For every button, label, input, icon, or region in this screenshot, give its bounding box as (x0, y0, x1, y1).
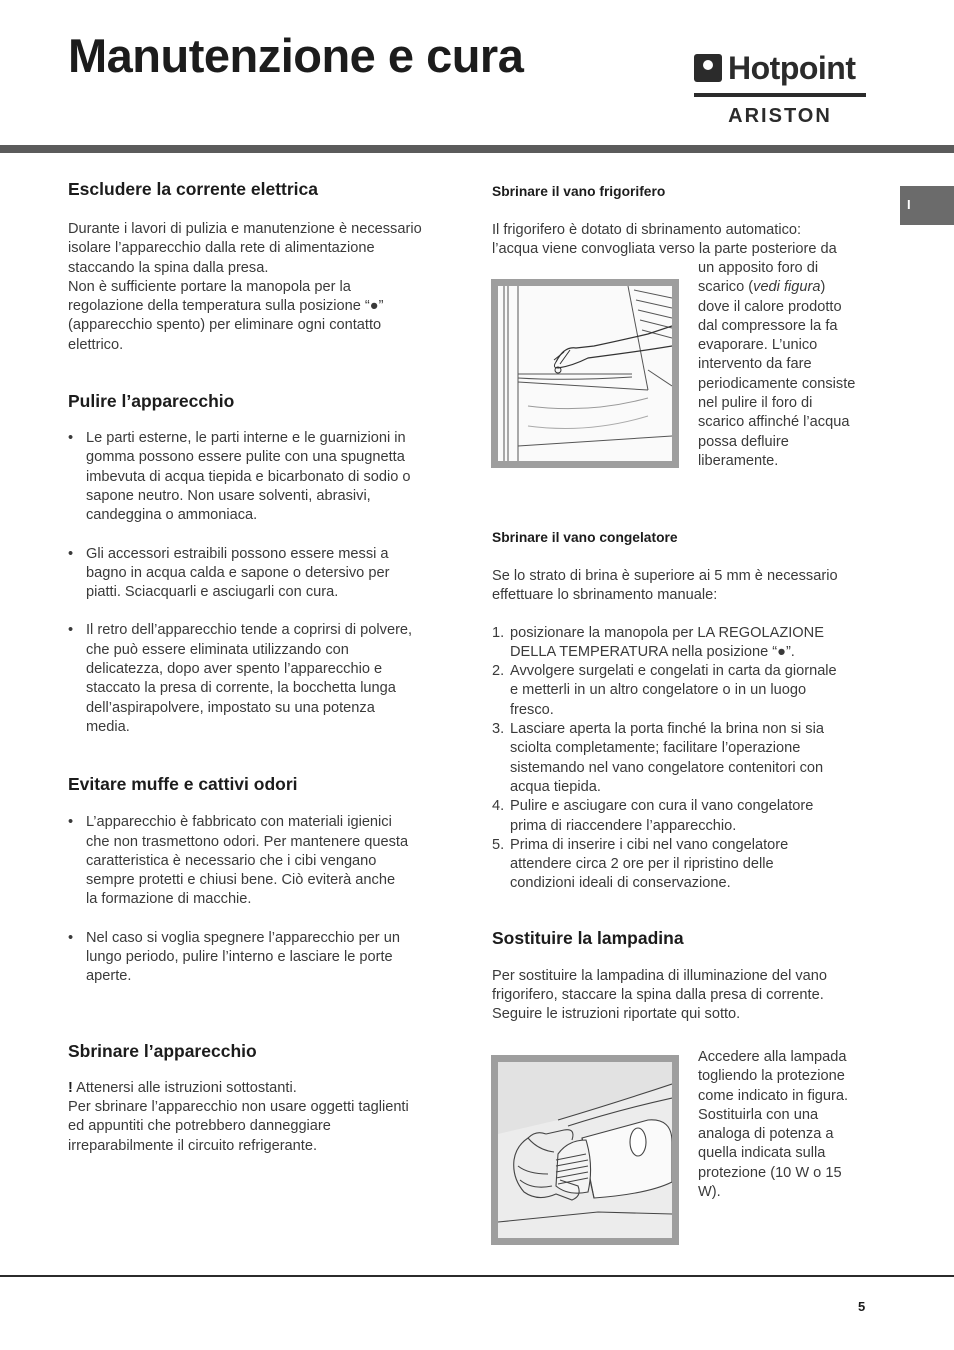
fridge-drain-drawing (498, 286, 672, 461)
text-line (698, 278, 878, 297)
step-number: 2. (492, 663, 505, 680)
fridge-drain-illustration (491, 279, 679, 468)
text-line: (apparecchio spento) per eliminare ogni contatto (68, 317, 382, 334)
text-span: scarico ( (698, 279, 754, 296)
text-line: aperte. (86, 968, 132, 985)
text-line: dell’aspirapolvere, impostato su una potenza (86, 699, 375, 716)
list-item (68, 429, 458, 525)
text-line: dove il calore prodotto (698, 298, 842, 315)
step-number: 3. (492, 721, 505, 738)
text-line: evaporare. L’unico (698, 337, 818, 354)
freezer-defrost-section (492, 528, 877, 1025)
text-line: l’acqua viene convogliata verso la parte posteriore da (492, 241, 837, 258)
section-title-bulb: Sostituire la lampadina (492, 927, 684, 948)
text-line: isolare l’apparecchio dalla rete di alimentazione (68, 240, 375, 257)
text-line: sistemando nel vano congelatore contenitori con (510, 759, 824, 776)
text-line: delicatezza, dopo aver spento l’apparecchio e (86, 661, 383, 678)
text-line: che può essere eliminata utilizzando con (86, 641, 349, 658)
text-line: protezione (10 W o 15 (698, 1164, 842, 1181)
section-title-mould: Evitare muffe e cattivi odori (68, 774, 298, 795)
page-number: 5 (858, 1299, 866, 1314)
text-line: un apposito foro di (698, 260, 819, 276)
text-line: imbevuta di acqua tiepida e bicarbonato di sodio o (86, 468, 411, 485)
list-item (492, 797, 877, 836)
footer-divider (0, 1275, 954, 1277)
text-line: DELLA TEMPERATURA nella posizione “●”. (510, 643, 795, 660)
text-line: fresco. (510, 701, 554, 718)
logo-brand-text: Hotpoint (728, 49, 856, 86)
power-paragraph (68, 220, 458, 355)
text-line: possa defluire (698, 433, 789, 450)
text-line: intervento da fare (698, 356, 812, 373)
text-line: regolazione della temperatura sulla posizione “●” (68, 298, 384, 315)
warning-mark: ! (68, 1079, 73, 1096)
text-line: Sostituirla con una (698, 1106, 819, 1123)
text-line: Pulire e asciugare con cura il vano congelatore (510, 798, 814, 815)
text-line: elettrico. (68, 336, 124, 353)
text-line: W). (698, 1184, 721, 1201)
text-line: Per sbrinare l’apparecchio non usare oggetti taglienti (68, 1098, 409, 1115)
text-line: gomma possono essere pulite con una spugnetta (86, 449, 405, 466)
freezer-defrost-paragraph (492, 567, 877, 606)
text-line: Per sostituire la lampadina di illuminazione del vano (492, 967, 828, 984)
text-line: Lasciare aperta la porta finché la brina non si sia (510, 721, 824, 738)
logo-sub-text: ARISTON (728, 105, 832, 127)
text-line: liberamente. (698, 452, 779, 469)
text-line: acqua tiepida. (510, 778, 601, 795)
text-line: Avvolgere surgelati e congelati in carta da giornale (510, 663, 837, 680)
page-title: Manutenzione e cura (68, 29, 524, 82)
list-item (68, 621, 458, 737)
text-line: • L’apparecchio è fabbricato con materiali igienici (86, 814, 392, 831)
text-line: periodicamente consiste (698, 375, 856, 392)
text-line: staccando la spina dalla presa. (68, 259, 269, 276)
text-line: Seguire le istruzioni riportate qui sotto. (492, 1006, 741, 1023)
text-line: • Nel caso si voglia spegnere l’apparecchio per un (86, 929, 400, 946)
lamp-replacement-illustration (491, 1055, 679, 1245)
text-line: Accedere alla lampada (698, 1049, 847, 1065)
section-title-defrost: Sbrinare l’apparecchio (68, 1040, 257, 1061)
hotpoint-logo-icon (694, 54, 722, 82)
text-line: staccato la presa di corrente, la bocchetta lunga (86, 680, 396, 697)
figure-reference: vedi figura (753, 279, 821, 296)
text-line: prima di riaccendere l’apparecchio. (510, 817, 737, 834)
text-line: Il frigorifero è dotato di sbrinamento automatico: (492, 222, 802, 238)
text-line: Durante i lavori di pulizia e manutenzione è necessario (68, 221, 422, 237)
text-line: effettuare lo sbrinamento manuale: (492, 587, 718, 604)
text-line: candeggina o ammoniaca. (86, 507, 258, 524)
step-number: 5. (492, 836, 505, 853)
text-line: lungo periodo, pulire l’interno e lasciare le porte (86, 949, 393, 966)
mould-list (68, 813, 458, 986)
list-item (492, 720, 877, 797)
logo-rule (694, 93, 866, 97)
text-line: e metterli in un altro congelatore o in un luogo (510, 682, 807, 699)
list-item (492, 836, 877, 894)
text-line: nel pulire il foro di (698, 395, 813, 412)
text-line: posizionare la manopola per LA REGOLAZIONE (510, 624, 824, 641)
header-divider (0, 145, 954, 153)
text-line: scarico affinché l’acqua (698, 414, 850, 431)
text-line: attendere circa 2 ore per il ripristino delle (510, 856, 774, 873)
list-item (492, 662, 877, 720)
text-line: sempre protetti e chiusi bene. Ciò eviterà anche (86, 872, 396, 889)
text-line: ed appuntiti che potrebbero danneggiare (68, 1118, 331, 1135)
text-line: irreparabilmente il circuito refrigerante. (68, 1137, 318, 1154)
text-span: ) (820, 279, 826, 296)
list-item (68, 545, 458, 603)
fridge-figure-caption (698, 259, 878, 471)
text-line: analoga di potenza a (698, 1126, 834, 1143)
text-line: media. (86, 718, 130, 735)
text-line: frigorifero, staccare la spina dalla presa di corrente. (492, 987, 824, 1004)
text-line: sapone neutro. Non usare solventi, abrasivi, (86, 487, 371, 504)
left-column (68, 178, 458, 1156)
text-line: come indicato in figura. (698, 1087, 849, 1104)
text-line: condizioni ideali di conservazione. (510, 875, 731, 892)
list-item (492, 624, 877, 663)
list-item (68, 813, 458, 909)
text-line: la formazione di macchie. (86, 891, 252, 908)
text-line: caratteristica è necessario che i cibi vengano (86, 852, 377, 869)
right-column (492, 182, 877, 260)
text-line: • Il retro dell’apparecchio tende a coprirsi di polvere, (86, 622, 413, 639)
text-line: Prima di inserire i cibi nel vano congelatore (510, 836, 789, 853)
text-line: che non trasmettono odori. Per mantenere questa (86, 833, 409, 850)
bulb-figure-caption (698, 1048, 878, 1202)
language-tab: I (900, 186, 954, 225)
text-line: dal compressore la fa (698, 317, 838, 334)
text-line: • Gli accessori estraibili possono essere messi a (86, 545, 389, 562)
freezer-defrost-steps (492, 624, 877, 894)
text-line: Se lo strato di brina è superiore ai 5 mm è necessario (492, 568, 838, 584)
section-title-power: Escludere la corrente elettrica (68, 179, 318, 199)
subsection-title-fridge-defrost: Sbrinare il vano frigorifero (492, 184, 666, 199)
text-line: sciolta completamente; facilitare l’operazione (510, 740, 801, 757)
defrost-paragraph (68, 1079, 458, 1156)
text-line: togliendo la protezione (698, 1068, 845, 1085)
text-line: quella indicata sulla (698, 1145, 826, 1162)
bulb-paragraph (492, 967, 877, 1025)
text-line: bagno in acqua calda e sapone o detersivo per (86, 564, 390, 581)
brand-logo (694, 50, 868, 126)
warning-line (68, 1079, 458, 1098)
step-number: 4. (492, 798, 505, 815)
text-line: • Le parti esterne, le parti interne e le guarnizioni in (86, 430, 406, 447)
lamp-replacement-drawing (498, 1062, 672, 1238)
cleaning-list (68, 429, 458, 737)
text-line: Non è sufficiente portare la manopola per la (68, 278, 351, 295)
list-item (68, 929, 458, 987)
text-line: Attenersi alle istruzioni sottostanti. (76, 1079, 297, 1096)
text-line: piatti. Sciacquarli e asciugarli con cura. (86, 584, 339, 601)
subsection-title-freezer-defrost: Sbrinare il vano congelatore (492, 530, 678, 545)
section-title-cleaning: Pulire l’apparecchio (68, 391, 235, 412)
step-number: 1. (492, 624, 505, 641)
fridge-defrost-paragraph (492, 221, 877, 260)
